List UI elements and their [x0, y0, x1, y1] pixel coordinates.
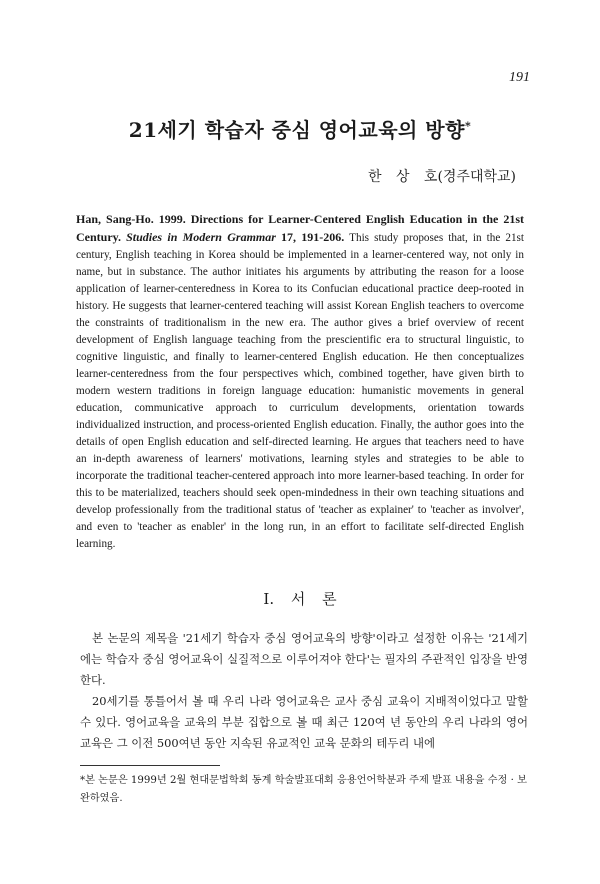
abstract-journal: Studies in Modern Grammar — [126, 230, 276, 244]
page-number: 191 — [509, 70, 530, 85]
footnote-divider — [80, 765, 220, 766]
section-heading: I. 서 론 — [263, 590, 337, 608]
title-footnote-mark: * — [464, 119, 472, 133]
body-paragraph: 본 논문의 제목을 '21세기 학습자 중심 영어교육의 방향'이라고 설정한 이유는 '21세기에는 학습자 중심 영어교육이 실질적으로 이루어져야 한다'는 필자의 주관적인 입장을 반영한다. — [80, 631, 528, 687]
abstract-volume: 17, 191-206. — [281, 230, 345, 244]
title-text: 21세기 학습자 중심 영어교육의 방향 — [128, 118, 465, 142]
abstract-citation: Han, Sang-Ho. 1999. Directions for Learner-Centered English Education in the 21st Century. — [76, 212, 524, 244]
abstract-text: This study proposes that, in the 21st century, English teaching in Korea should be implemented in a learner-centered way, not only in name, but in substance. The author initiates his arguments by attributing the reason for a loose application of learner-centeredness in Korea to its Confucian educational practice deep-rooted in history. He suggests that learner-centered teaching will assist Korean English teachers to overcome the constraints of traditionalism in the new era. The author gives a brief overview of recent development of English language teaching from the prescientific era to structural linguistic, to cognitive linguistic, and finally to learner-centered English education. He then conceptualizes learner-centeredness from the four perspectives which, combined together, have given birth to modern western traditions in foreign language education: humanistic movements in general education, communicative approach to curriculum developments, orientation towards individualized instruction, and process-oriented English education. Finally, the author goes into the details of open English education and self-directed learning. He argues that teachers need to have an in-depth awareness of learners' motivations, learning styles and strategies to be able to incorporate the traditional teacher-centered approach into more learner-based teaching. In order for this to be materialized, teachers should seek open-mindedness in their own teaching situations and develop professionally from the traditional status of 'teacher as explainer' to 'teacher as involver', and even to 'teacher as enabler' in the long run, in an effort to facilitate self-directed English learning. — [76, 232, 525, 550]
footnote: *본 논문은 1999년 2월 현대문법학회 동계 학술발표대회 응용언어학분과 주제 발표 내용을 수정 · 보완하였음. — [80, 775, 527, 804]
body-text — [80, 628, 528, 754]
author-line: 한 상 호(경주대학교) — [367, 169, 516, 185]
body-paragraph: 20세기를 통틀어서 볼 때 우리 나라 영어교육은 교사 중심 교육이 지배적이었다고 말할 수 있다. 영어교육을 교육의 부분 집합으로 볼 때 최근 120여 년 동안의 우리 나라의 영어교육은 그 이전 500여년 동안 지속된 유교적인 교육 문화의 테두리 내에 — [80, 694, 528, 750]
paper-title — [0, 114, 600, 143]
abstract — [76, 211, 524, 553]
